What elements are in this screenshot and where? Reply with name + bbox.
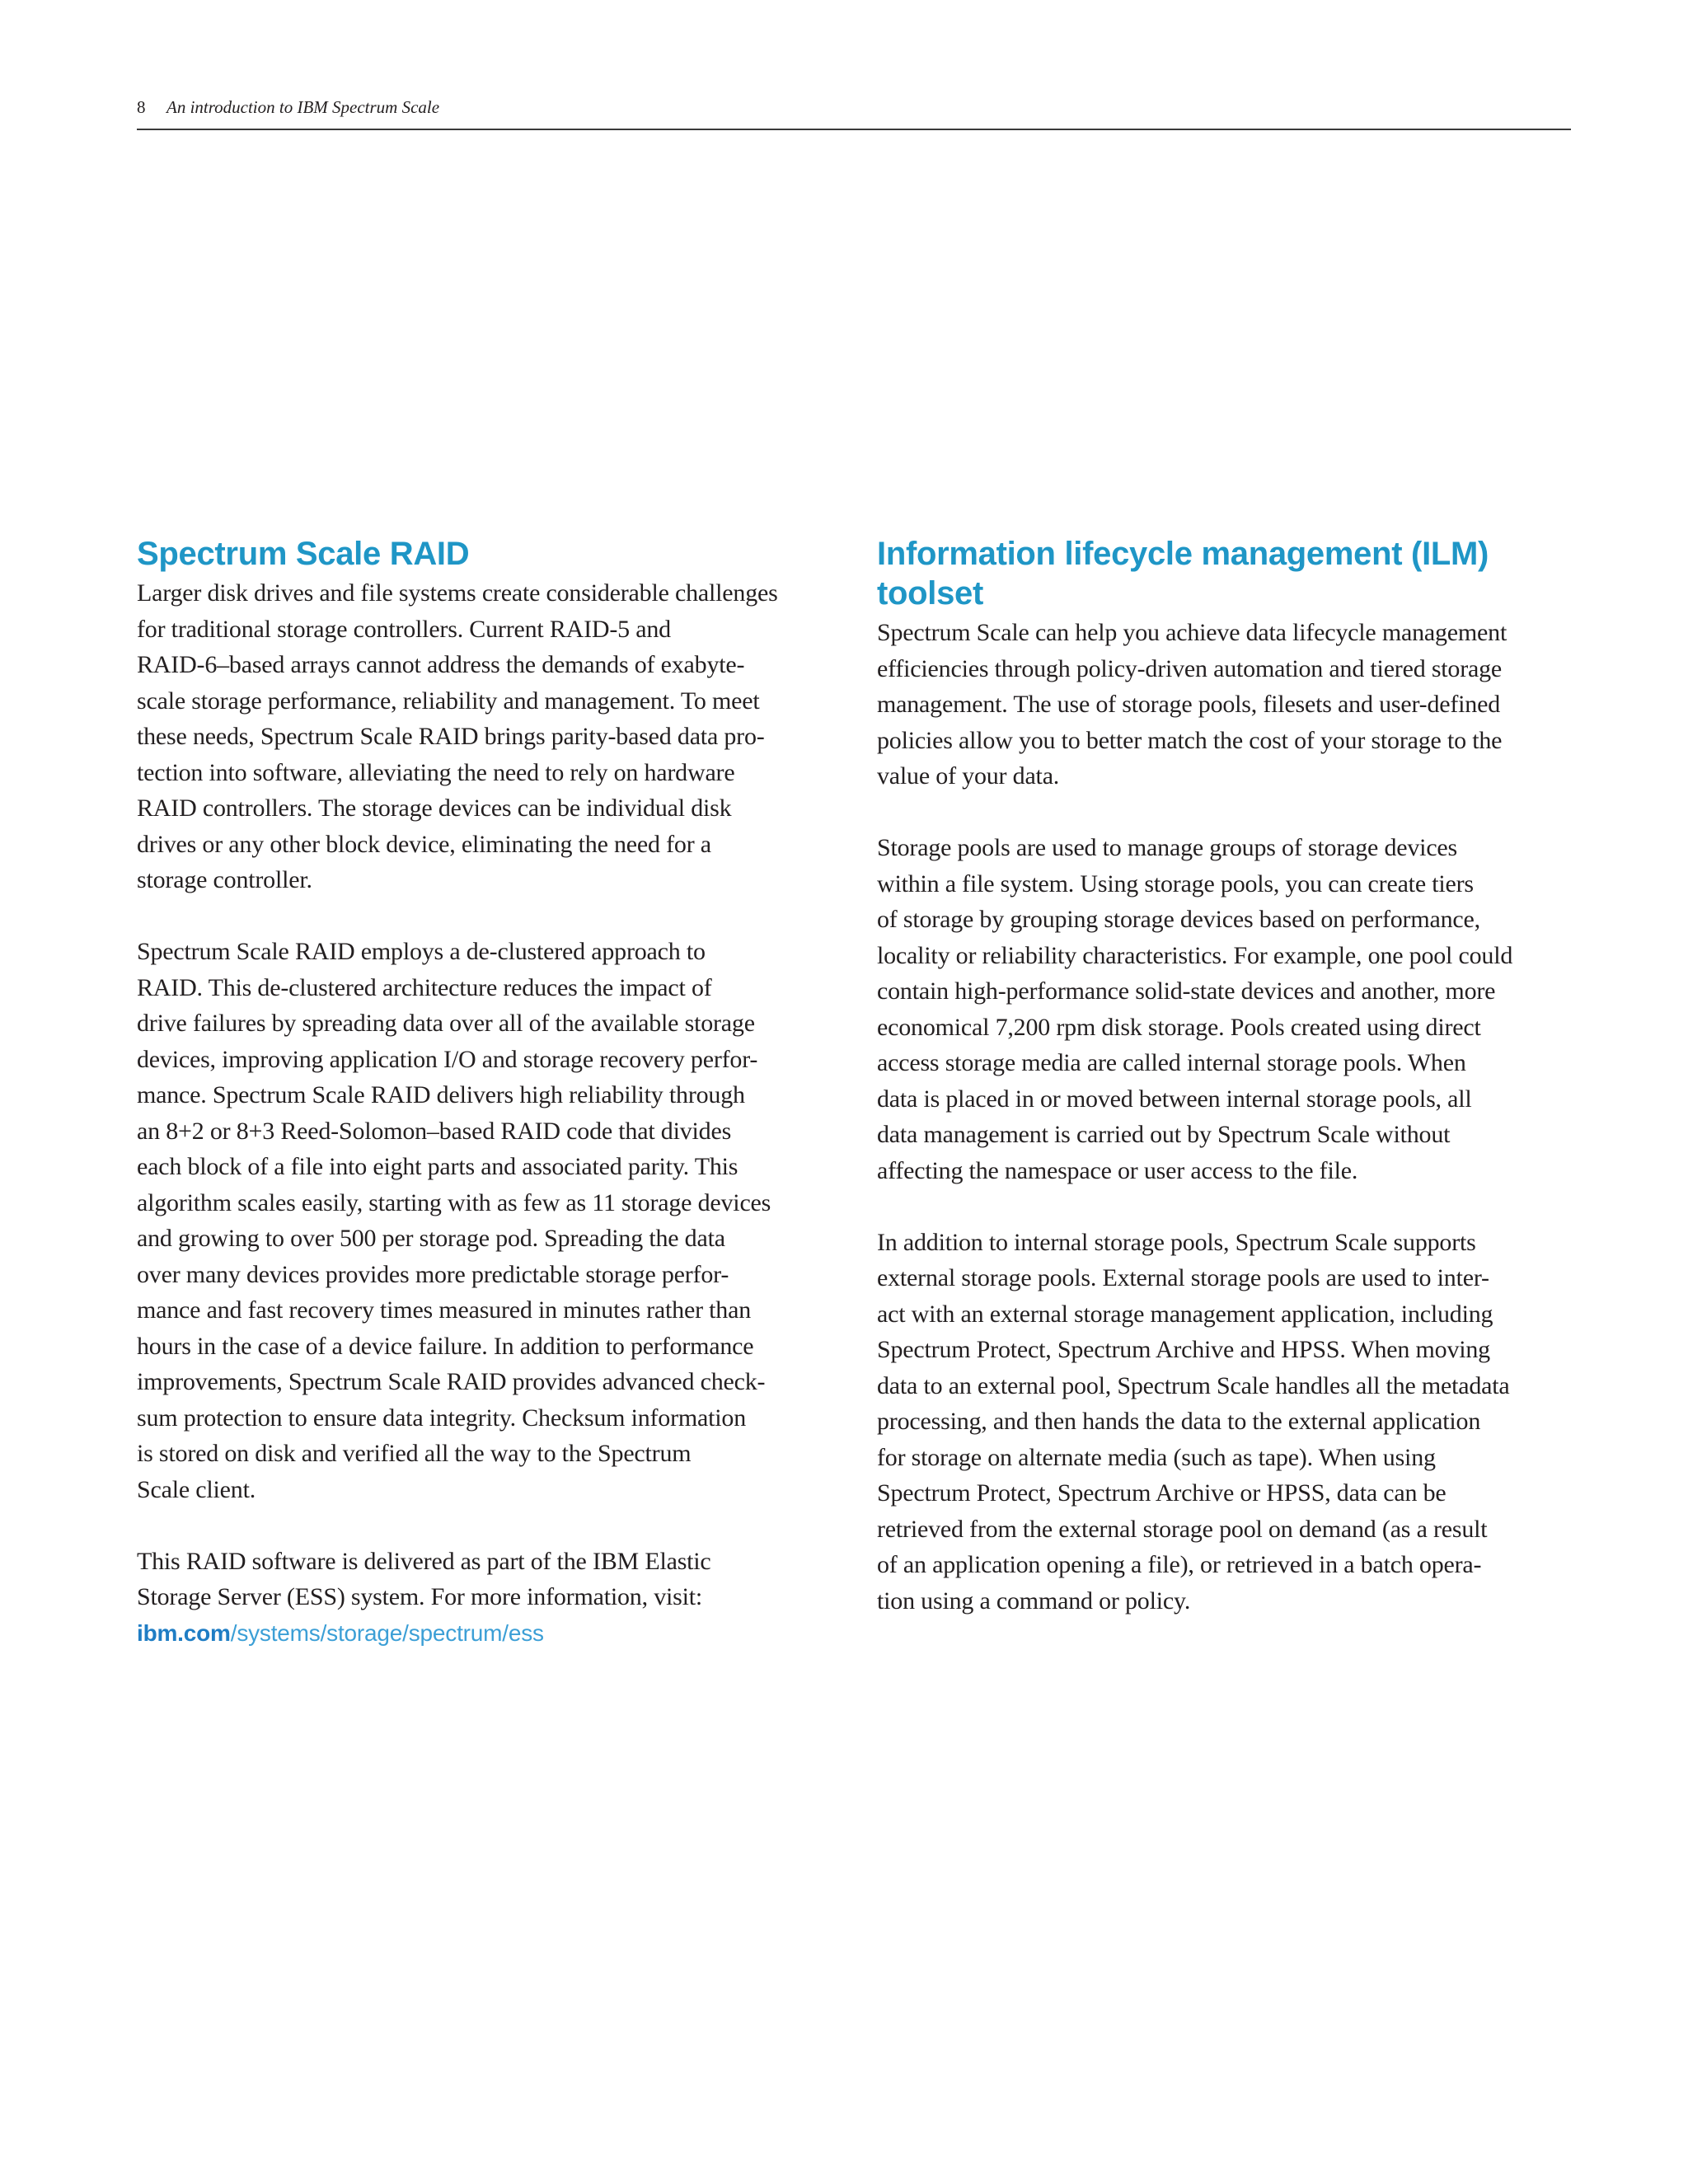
- text-line: affecting the namespace or user access to the file.: [877, 1156, 1358, 1184]
- text-line: RAID. This de-clustered architecture reduces the impact of: [137, 973, 712, 1001]
- text-line: each block of a file into eight parts and associated parity. This: [137, 1153, 738, 1180]
- text-line: scale storage performance, reliability and management. To meet: [137, 687, 760, 715]
- section-heading-spectrum-scale-raid: Spectrum Scale RAID: [137, 536, 470, 572]
- page-number: 8: [137, 97, 146, 117]
- section-heading-ilm-toolset: [877, 534, 1578, 613]
- text-line: In addition to internal storage pools, Spectrum Scale supports: [877, 1228, 1476, 1256]
- text-line: Scale client.: [137, 1475, 256, 1503]
- text-line: sum protection to ensure data integrity. Checksum information: [137, 1404, 747, 1432]
- text-line: over many devices provides more predictable storage perfor-: [137, 1260, 729, 1288]
- text-line: of an application opening a file), or retrieved in a batch opera-: [877, 1551, 1482, 1578]
- text-line: act with an external storage management application, including: [877, 1300, 1493, 1328]
- text-line: efficiencies through policy-driven automation and tiered storage: [877, 654, 1503, 682]
- paragraph: [877, 1225, 1578, 1619]
- page-header: [137, 92, 1571, 130]
- text-line: these needs, Spectrum Scale RAID brings parity-based data pro-: [137, 723, 765, 750]
- text-line: RAID controllers. The storage devices can be individual disk: [137, 794, 732, 822]
- text-line: processing, and then hands the data to the external application: [877, 1408, 1481, 1435]
- text-line: data to an external pool, Spectrum Scale handles all the metadata: [877, 1371, 1510, 1399]
- text-line: data management is carried out by Spectrum Scale without: [877, 1121, 1451, 1148]
- text-line: locality or reliability characteristics. For example, one pool could: [877, 941, 1513, 969]
- text-line: policies allow you to better match the cost of your storage to the: [877, 726, 1503, 754]
- text-line: an 8+2 or 8+3 Reed-Solomon–based RAID code that divides: [137, 1117, 732, 1145]
- text-line: Spectrum Protect, Spectrum Archive or HPSS, data can be: [877, 1479, 1447, 1507]
- running-title: An introduction to IBM Spectrum Scale: [166, 97, 440, 117]
- text-line: contain high-performance solid-state devices and another, more: [877, 977, 1496, 1005]
- text-line: and growing to over 500 per storage pod. Spreading the data: [137, 1225, 725, 1252]
- link-domain: ibm.com: [137, 1619, 231, 1646]
- ess-link[interactable]: [137, 1615, 846, 1652]
- text-line: external storage pools. External storage pools are used to inter-: [877, 1264, 1489, 1291]
- heading-line: toolset: [877, 575, 984, 612]
- text-line: RAID-6–based arrays cannot address the demands of exabyte-: [137, 651, 745, 678]
- paragraph: [137, 575, 846, 898]
- text-line: This RAID software is delivered as part of the IBM Elastic: [137, 1547, 711, 1575]
- text-line: drive failures by spreading data over all of the available storage: [137, 1010, 755, 1037]
- text-line: devices, improving application I/O and storage recovery perfor-: [137, 1045, 758, 1073]
- text-line: drives or any other block device, eliminating the need for a: [137, 830, 711, 858]
- text-line: Storage Server (ESS) system. For more information, visit:: [137, 1583, 703, 1610]
- text-line: within a file system. Using storage pools, you can create tiers: [877, 869, 1474, 898]
- text-line: economical 7,200 rpm disk storage. Pools created using direct: [877, 1013, 1481, 1041]
- left-column: [137, 534, 846, 1651]
- paragraph: [877, 830, 1578, 1188]
- text-line: Spectrum Scale can help you achieve data lifecycle management: [877, 619, 1507, 646]
- text-line: retrieved from the external storage pool on demand (as a result: [877, 1515, 1488, 1543]
- text-line: tion using a command or policy.: [877, 1586, 1191, 1615]
- text-line: value of your data.: [877, 762, 1060, 790]
- text-line: management. The use of storage pools, filesets and user-defined: [877, 691, 1501, 718]
- text-line: tection into software, alleviating the need to rely on hardware: [137, 758, 735, 786]
- text-line: hours in the case of a device failure. In addition to performance: [137, 1332, 754, 1360]
- right-column: [877, 534, 1578, 1619]
- heading-line: Information lifecycle management (ILM): [877, 536, 1489, 572]
- text-line: mance and fast recovery times measured in minutes rather than: [137, 1296, 752, 1324]
- text-line: of storage by grouping storage devices based on performance,: [877, 906, 1480, 933]
- text-line: Larger disk drives and file systems create considerable challenges: [137, 579, 778, 607]
- text-line: Spectrum Scale RAID employs a de-clustered approach to: [137, 938, 706, 965]
- text-line: Spectrum Protect, Spectrum Archive and HPSS. When moving: [877, 1336, 1490, 1363]
- text-line: access storage media are called internal storage pools. When: [877, 1049, 1466, 1076]
- link-path: /systems/storage/spectrum/ess: [230, 1619, 544, 1646]
- text-line: improvements, Spectrum Scale RAID provides advanced check-: [137, 1368, 766, 1395]
- text-line: data is placed in or moved between internal storage pools, all: [877, 1085, 1472, 1113]
- text-line: storage controller.: [137, 866, 312, 893]
- text-line: algorithm scales easily, starting with as few as 11 storage devices: [137, 1188, 771, 1216]
- text-line: for traditional storage controllers. Current RAID-5 and: [137, 615, 671, 643]
- paragraph: [137, 934, 846, 1507]
- paragraph: [137, 1544, 846, 1652]
- text-line: mance. Spectrum Scale RAID delivers high reliability through: [137, 1081, 745, 1108]
- text-line: Storage pools are used to manage groups of storage devices: [877, 834, 1458, 861]
- text-line: for storage on alternate media (such as tape). When using: [877, 1443, 1436, 1471]
- paragraph: [877, 615, 1578, 794]
- text-line: is stored on disk and verified all the way to the Spectrum: [137, 1440, 692, 1467]
